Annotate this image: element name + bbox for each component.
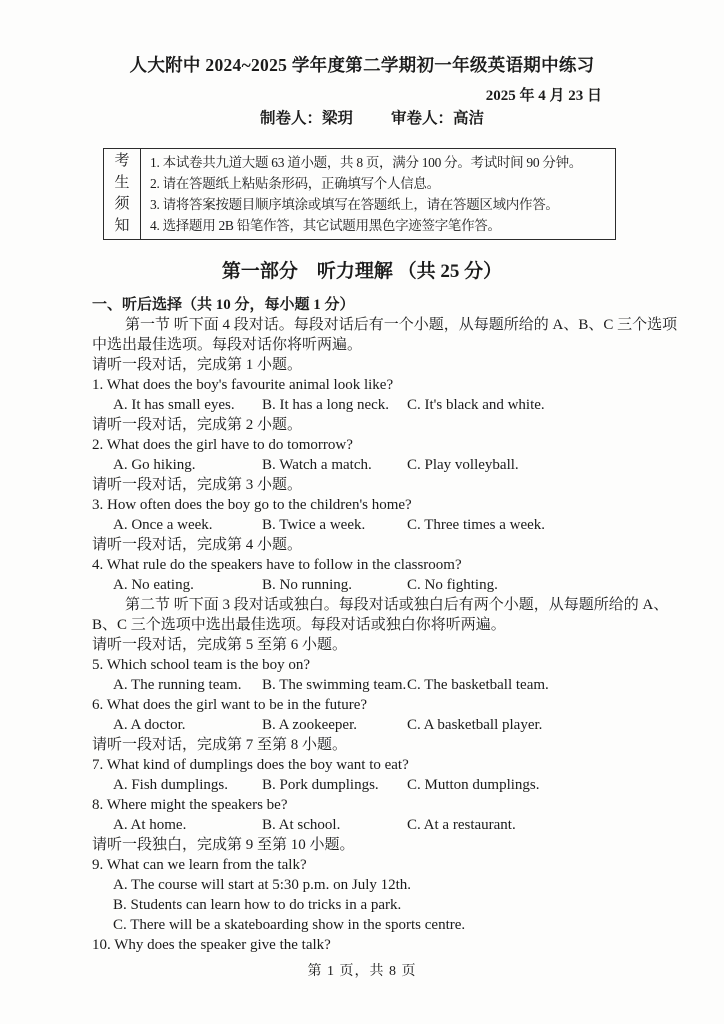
text-line: 2. What does the girl have to do tomorrow? — [92, 437, 353, 453]
options-row — [92, 675, 684, 695]
option-cell: A. It has small eyes. — [113, 397, 235, 413]
option-cell: C. It's black and white. — [407, 397, 545, 413]
option-cell: A. A doctor. — [113, 717, 186, 733]
text-line: 请听一段对话，完成第 4 小题。 — [92, 537, 303, 553]
notice-item: 2. 请在答题纸上粘贴条形码，正确填写个人信息。 — [150, 176, 440, 191]
options-row — [92, 395, 684, 415]
page-footer: 第 1 页，共 8 页 — [307, 964, 417, 979]
notice-side-label — [104, 149, 141, 239]
option-line: A. The course will start at 5:30 p.m. on July 12th. — [113, 877, 412, 893]
options-row — [92, 815, 684, 835]
text-line: 10. Why does the speaker give the talk? — [92, 937, 331, 953]
option-cell: B. Watch a match. — [262, 457, 372, 473]
option-cell: A. Once a week. — [113, 517, 213, 533]
notice-side-char: 考 — [114, 153, 130, 169]
option-cell: B. Twice a week. — [262, 517, 366, 533]
notice-side-char: 须 — [114, 196, 130, 212]
notice-item: 1. 本试卷共九道大题 63 道小题，共 8 页，满分 100 分。考试时间 90 分钟。 — [150, 155, 582, 170]
options-row — [92, 775, 684, 795]
text-line: 9. What can we learn from the talk? — [92, 857, 307, 873]
text-line: 5. Which school team is the boy on? — [92, 657, 311, 673]
option-cell: A. At home. — [113, 817, 187, 833]
options-row — [92, 575, 684, 595]
text-line: 请听一段对话，完成第 3 小题。 — [92, 477, 303, 493]
section-subheading: 一、听后选择（共 10 分，每小题 1 分） — [92, 297, 355, 313]
text-line: 请听一段对话，完成第 1 小题。 — [92, 357, 303, 373]
option-cell: C. A basketball player. — [407, 717, 543, 733]
text-line: 3. How often does the boy go to the children's home? — [92, 497, 412, 513]
text-line: 1. What does the boy's favourite animal look like? — [92, 377, 394, 393]
option-cell: B. The swimming team. — [262, 677, 407, 693]
option-cell: B. A zookeeper. — [262, 717, 357, 733]
text-line: 4. What rule do the speakers have to follow in the classroom? — [92, 557, 462, 573]
option-cell: A. The running team. — [113, 677, 242, 693]
option-cell: A. Go hiking. — [113, 457, 196, 473]
option-cell: B. No running. — [262, 577, 352, 593]
option-line: C. There will be a skateboarding show in the sports centre. — [113, 917, 466, 933]
option-line: B. Students can learn how to do tricks in a park. — [113, 897, 402, 913]
preparer-label: 制卷人：梁玥 — [260, 110, 354, 127]
text-line: 第二节 听下面 3 段对话或独白。每段对话或独白后有两个小题，从每题所给的 A、 — [125, 597, 669, 613]
notice-item: 3. 请将答案按题目顺序填涂或填写在答题纸上，请在答题区域内作答。 — [150, 197, 559, 212]
text-line: 请听一段对话，完成第 5 至第 6 小题。 — [92, 637, 348, 653]
notice-items — [141, 149, 615, 239]
option-cell: C. Mutton dumplings. — [407, 777, 540, 793]
part-heading: 第一部分 听力理解 （共 25 分） — [221, 261, 503, 282]
options-row — [92, 515, 684, 535]
text-line: 第一节 听下面 4 段对话。每段对话后有一个小题，从每题所给的 A、B、C 三个选项 — [125, 317, 678, 333]
option-cell: A. No eating. — [113, 577, 194, 593]
notice-side-char: 知 — [114, 217, 130, 234]
option-cell: B. It has a long neck. — [262, 397, 390, 413]
text-line: 请听一段独白，完成第 9 至第 10 小题。 — [92, 837, 355, 853]
text-line: 请听一段对话，完成第 2 小题。 — [92, 417, 303, 433]
options-row — [92, 455, 684, 475]
option-cell: B. Pork dumplings. — [262, 777, 379, 793]
option-cell: C. At a restaurant. — [407, 817, 516, 833]
notice-item: 4. 选择题用 2B 铅笔作答，其它试题用黑色字迹签字笔作答。 — [150, 218, 501, 233]
exam-date: 2025 年 4 月 23 日 — [485, 88, 602, 104]
text-line: B、C 三个选项中选出最佳选项。每段对话或独白你将听两遍。 — [92, 617, 506, 633]
notice-side-char: 生 — [114, 174, 130, 191]
option-cell: C. No fighting. — [407, 577, 498, 593]
text-line: 请听一段对话，完成第 7 至第 8 小题。 — [92, 737, 348, 753]
text-line: 7. What kind of dumplings does the boy want to eat? — [92, 757, 409, 773]
option-cell: A. Fish dumplings. — [113, 777, 229, 793]
text-line: 6. What does the girl want to be in the future? — [92, 697, 368, 713]
options-row — [92, 715, 684, 735]
option-cell: C. The basketball team. — [407, 677, 549, 693]
content-lines — [0, 295, 724, 955]
option-cell: B. At school. — [262, 817, 341, 833]
candidate-notice-box — [103, 148, 616, 240]
option-cell: C. Three times a week. — [407, 517, 546, 533]
text-line: 中选出最佳选项。每段对话你将听两遍。 — [92, 337, 363, 353]
option-cell: C. Play volleyball. — [407, 457, 519, 473]
reviewer-label: 审卷人：高洁 — [391, 110, 485, 127]
exam-meta-row — [260, 109, 724, 129]
exam-title: 人大附中 2024~2025 学年度第二学期初一年级英语期中练习 — [129, 55, 595, 75]
text-line: 8. Where might the speakers be? — [92, 797, 288, 813]
